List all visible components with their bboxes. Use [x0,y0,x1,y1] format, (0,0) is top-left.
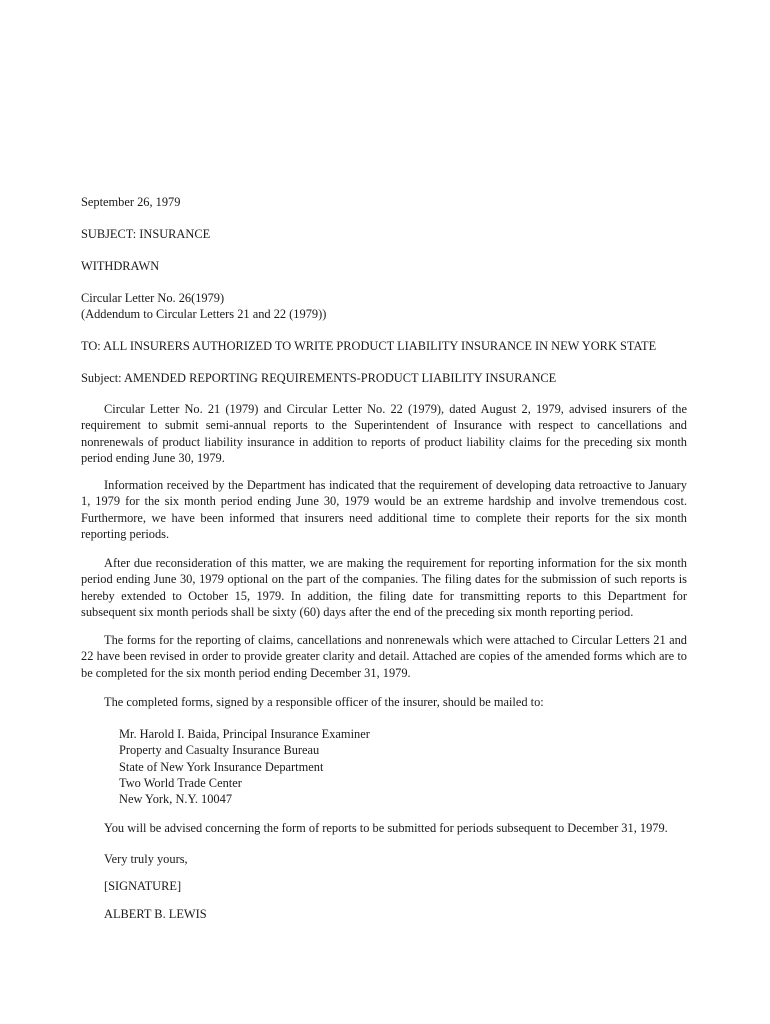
address-line-2: Property and Casualty Insurance Bureau [119,743,320,757]
status-label: WITHDRAWN [81,259,160,273]
letter-date: September 26, 1979 [81,195,181,209]
address-line-3: State of New York Insurance Department [119,760,324,774]
recipient-line: TO: ALL INSURERS AUTHORIZED TO WRITE PRODUCT LIABILITY INSURANCE IN NEW YORK STATE [81,339,657,353]
closing-advice: You will be advised concerning the form of reports to be submitted for periods subsequent to December 31, 1979. [104,821,668,835]
address-line-1: Mr. Harold I. Baida, Principal Insurance Examiner [119,727,370,741]
address-line-5: New York, N.Y. 10047 [119,792,233,806]
signature-placeholder: [SIGNATURE] [104,879,182,893]
address-line-4: Two World Trade Center [119,776,242,790]
body-paragraph-5: The completed forms, signed by a responsible officer of the insurer, should be mailed to: [104,695,544,709]
body-paragraph-4: The forms for the reporting of claims, cancellations and nonrenewals which were attached to Circular Letters 21 and 22 have been revised in order to provide greater clarity and detail. Attached are copies of the amended forms which are to be completed for the six month period ending December 31, 1979. [81,633,687,680]
closing-salutation: Very truly yours, [104,852,188,866]
subject-heading: Subject: AMENDED REPORTING REQUIREMENTS-PRODUCT LIABILITY INSURANCE [81,371,557,385]
circular-number: Circular Letter No. 26(1979) [81,291,225,305]
body-paragraph-3: After due reconsideration of this matter, we are making the requirement for reporting information for the six month period ending June 30, 1979 optional on the part of the companies. The filing dates for the submission of such reports is hereby extended to October 15, 1979. In addition, the filing date for transmitting reports to this Department for subsequent six month periods shall be sixty (60) days after the end of the preceding six month reporting period. [81,556,687,620]
subject-line: SUBJECT: INSURANCE [81,227,211,241]
body-paragraph-1: Circular Letter No. 21 (1979) and Circular Letter No. 22 (1979), dated August 2, 1979, advised insurers of the requirement to submit semi-annual reports to the Superintendent of Insurance with respect to cancellations and nonrenewals of product liability insurance in addition to reports of product liability claims for the preceding six month period ending June 30, 1979. [81,402,687,466]
circular-addendum: (Addendum to Circular Letters 21 and 22 (1979)) [81,307,327,321]
signatory-name: ALBERT B. LEWIS [104,907,207,921]
body-paragraph-2: Information received by the Department has indicated that the requirement of developing data retroactive to January 1, 1979 for the six month period ending June 30, 1979 would be an extreme hardship and involve tremendous cost. Furthermore, we have been informed that insurers need additional time to complete their reports for the six month reporting periods. [81,478,687,542]
